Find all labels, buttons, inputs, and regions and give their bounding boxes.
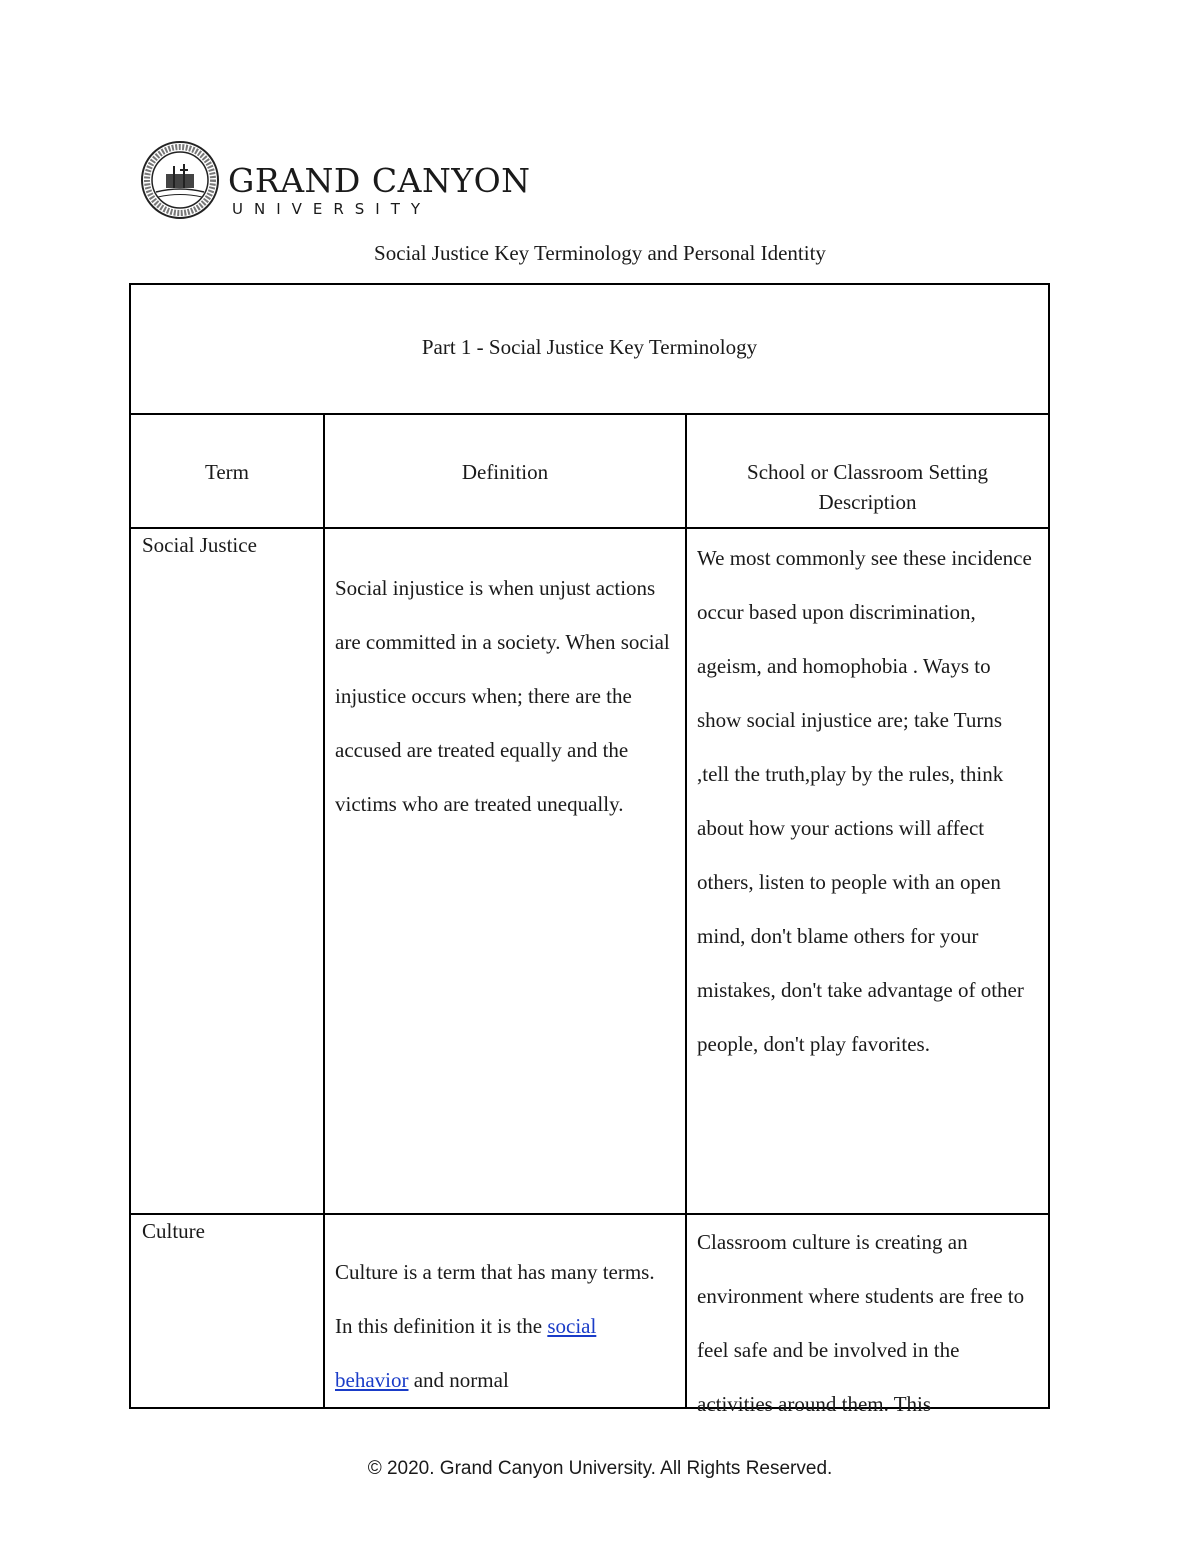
terminology-table [129,283,1050,1416]
term-cell: Social Justice [130,528,324,1214]
header-term: Term [130,414,324,528]
header-description: School or Classroom Setting Description [686,414,1049,528]
document-title: Social Justice Key Terminology and Personal Identity [374,241,826,265]
copyright-footer: © 2020. Grand Canyon University. All Rights Reserved. [367,1458,833,1479]
term-cell: Culture [130,1214,324,1408]
description-text: Classroom culture is creating an environment where students are free to feel safe and be involved in the activities around them. This [697,1230,1025,1416]
university-logo [140,140,531,220]
definition-cell: Social injustice is when unjust actions are committed in a society. When social injustice occurs when; there are the accused are treated equally and the victims who are treated unequally. [324,528,686,1214]
logo-name: GRAND CANYON [228,161,531,200]
logo-subname: UNIVERSITY [232,200,432,218]
definition-cell [324,1214,686,1408]
table-row [130,528,1049,1214]
part-title-cell [130,284,1049,414]
definition-text-after: and normal [413,1368,509,1392]
description-cell [686,1214,1049,1416]
part-title: Part 1 - Social Justice Key Terminology [421,334,758,359]
definition-text: Culture is a term that has many terms. In this definition it is the [335,1260,655,1338]
university-seal-icon [140,140,220,220]
header-definition: Definition [324,414,686,528]
description-cell: We most commonly see these incidence occur based upon discrimination, ageism, and homophobia . Ways to show social injustice are; take Turns ,tell the truth,play by the rules, think about how your actions will affect others, listen to people with an open mind, don't blame others for your mistakes, don't take advantage of other people, don't play favorites. [686,528,1049,1214]
table-header-row [130,414,1049,528]
social-behavior-link[interactable]: social behavior [335,1314,597,1392]
table-row [130,1214,1049,1408]
